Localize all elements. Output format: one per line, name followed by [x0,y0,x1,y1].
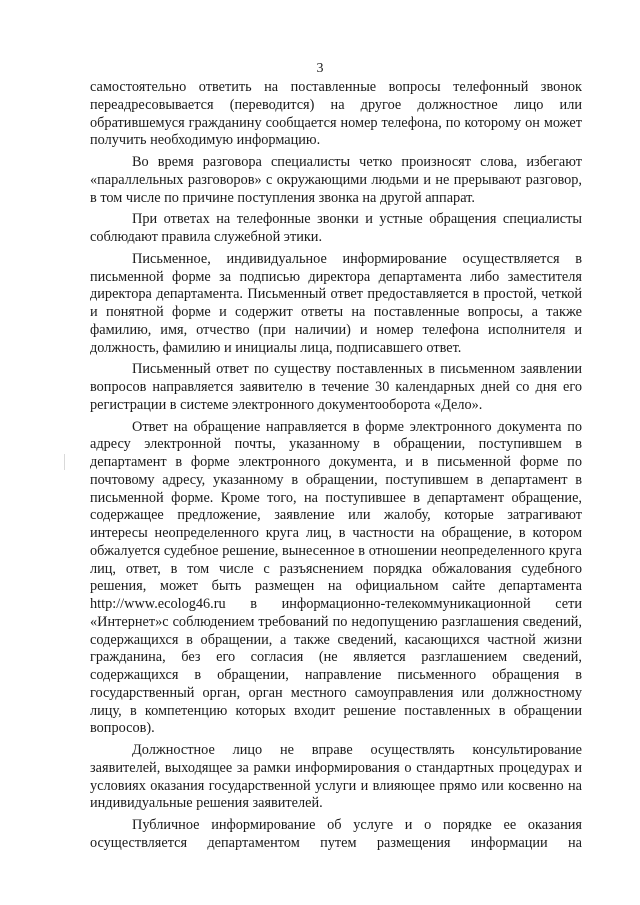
paragraph-written-informing: Письменное, индивидуальное информирование осуществляется в письменной форме за подписью директора департамента либо заместителя директора департамента. Письменный ответ предоставляется в простой, четкой и понятной форме и содержит ответы на поставленные вопросы, а также фамилию, имя, отчество (при наличии) и номер телефона исполнителя и должность, фамилию и инициалы лица, подписавшего ответ. [90,250,582,356]
paragraph-call-etiquette: Во время разговора специалисты четко произносят слова, избегают «параллельных разговоров» с окружающими людьми и не прерывают разговор, в том числе по причине поступления звонка на другой аппарат. [90,154,582,206]
margin-mark [64,454,65,470]
page-number: 3 [316,61,324,76]
paragraph-written-answer-deadline: Письменный ответ по существу поставленных в письменном заявлении вопросов направляется заявителю в течение 30 календарных дней со дня его регистрации в системе электронного документооборота «Дело». [90,361,582,413]
document-body [90,79,582,853]
paragraph-public-informing: Публичное информирование об услуге и о порядке ее оказания осуществляется департаментом путем размещения информации на [90,817,582,851]
paragraph-continuation: самостоятельно ответить на поставленные вопросы телефонный звонок переадресовывается (переводится) на другое должностное лицо или обратившемуся гражданину сообщается номер телефона, по которому он может получить необходимую информацию. [90,79,582,149]
paragraph-service-ethics: При ответах на телефонные звонки и устные обращения специалисты соблюдают правила служебной этики. [90,211,582,245]
paragraph-consulting-limits: Должностное лицо не вправе осуществлять консультирование заявителей, выходящее за рамки информирования о стандартных процедурах и условиях оказания государственной услуги и влияющее прямо или косвенно на индивидуальные решения заявителей. [90,742,582,812]
paragraph-answer-delivery: Ответ на обращение направляется в форме электронного документа по адресу электронной почты, указанному в обращении, поступившем в департамент в форме электронного документа, и в письменной форме по почтовому адресу, указанному в обращении, поступившем в департамент в письменной форме. Кроме того, на поступившее в департамент обращение, содержащее предложение, заявление или жалобу, которые затрагивают интересы неопределенного круга лиц, в частности на обращение, в котором обжалуется судебное решение, вынесенное в отношении неопределенного круга лиц, ответ, в том числе с разъяснением порядка обжалования судебного решения, может быть размещен на официальном сайте департамента http://www.ecolog46.ru в информационно-телекоммуникационной сети «Интернет»с соблюдением требований по недопущению разглашения сведений, содержащихся в обращении, а также сведений, касающихся частной жизни гражданина, без его согласия (не является разглашением сведений, содержащихся в обращении, направление письменного обращения в государственный орган, орган местного самоуправления или должностному лицу, в компетенцию которых входит решение поставленных в обращении вопросов). [90,418,582,737]
